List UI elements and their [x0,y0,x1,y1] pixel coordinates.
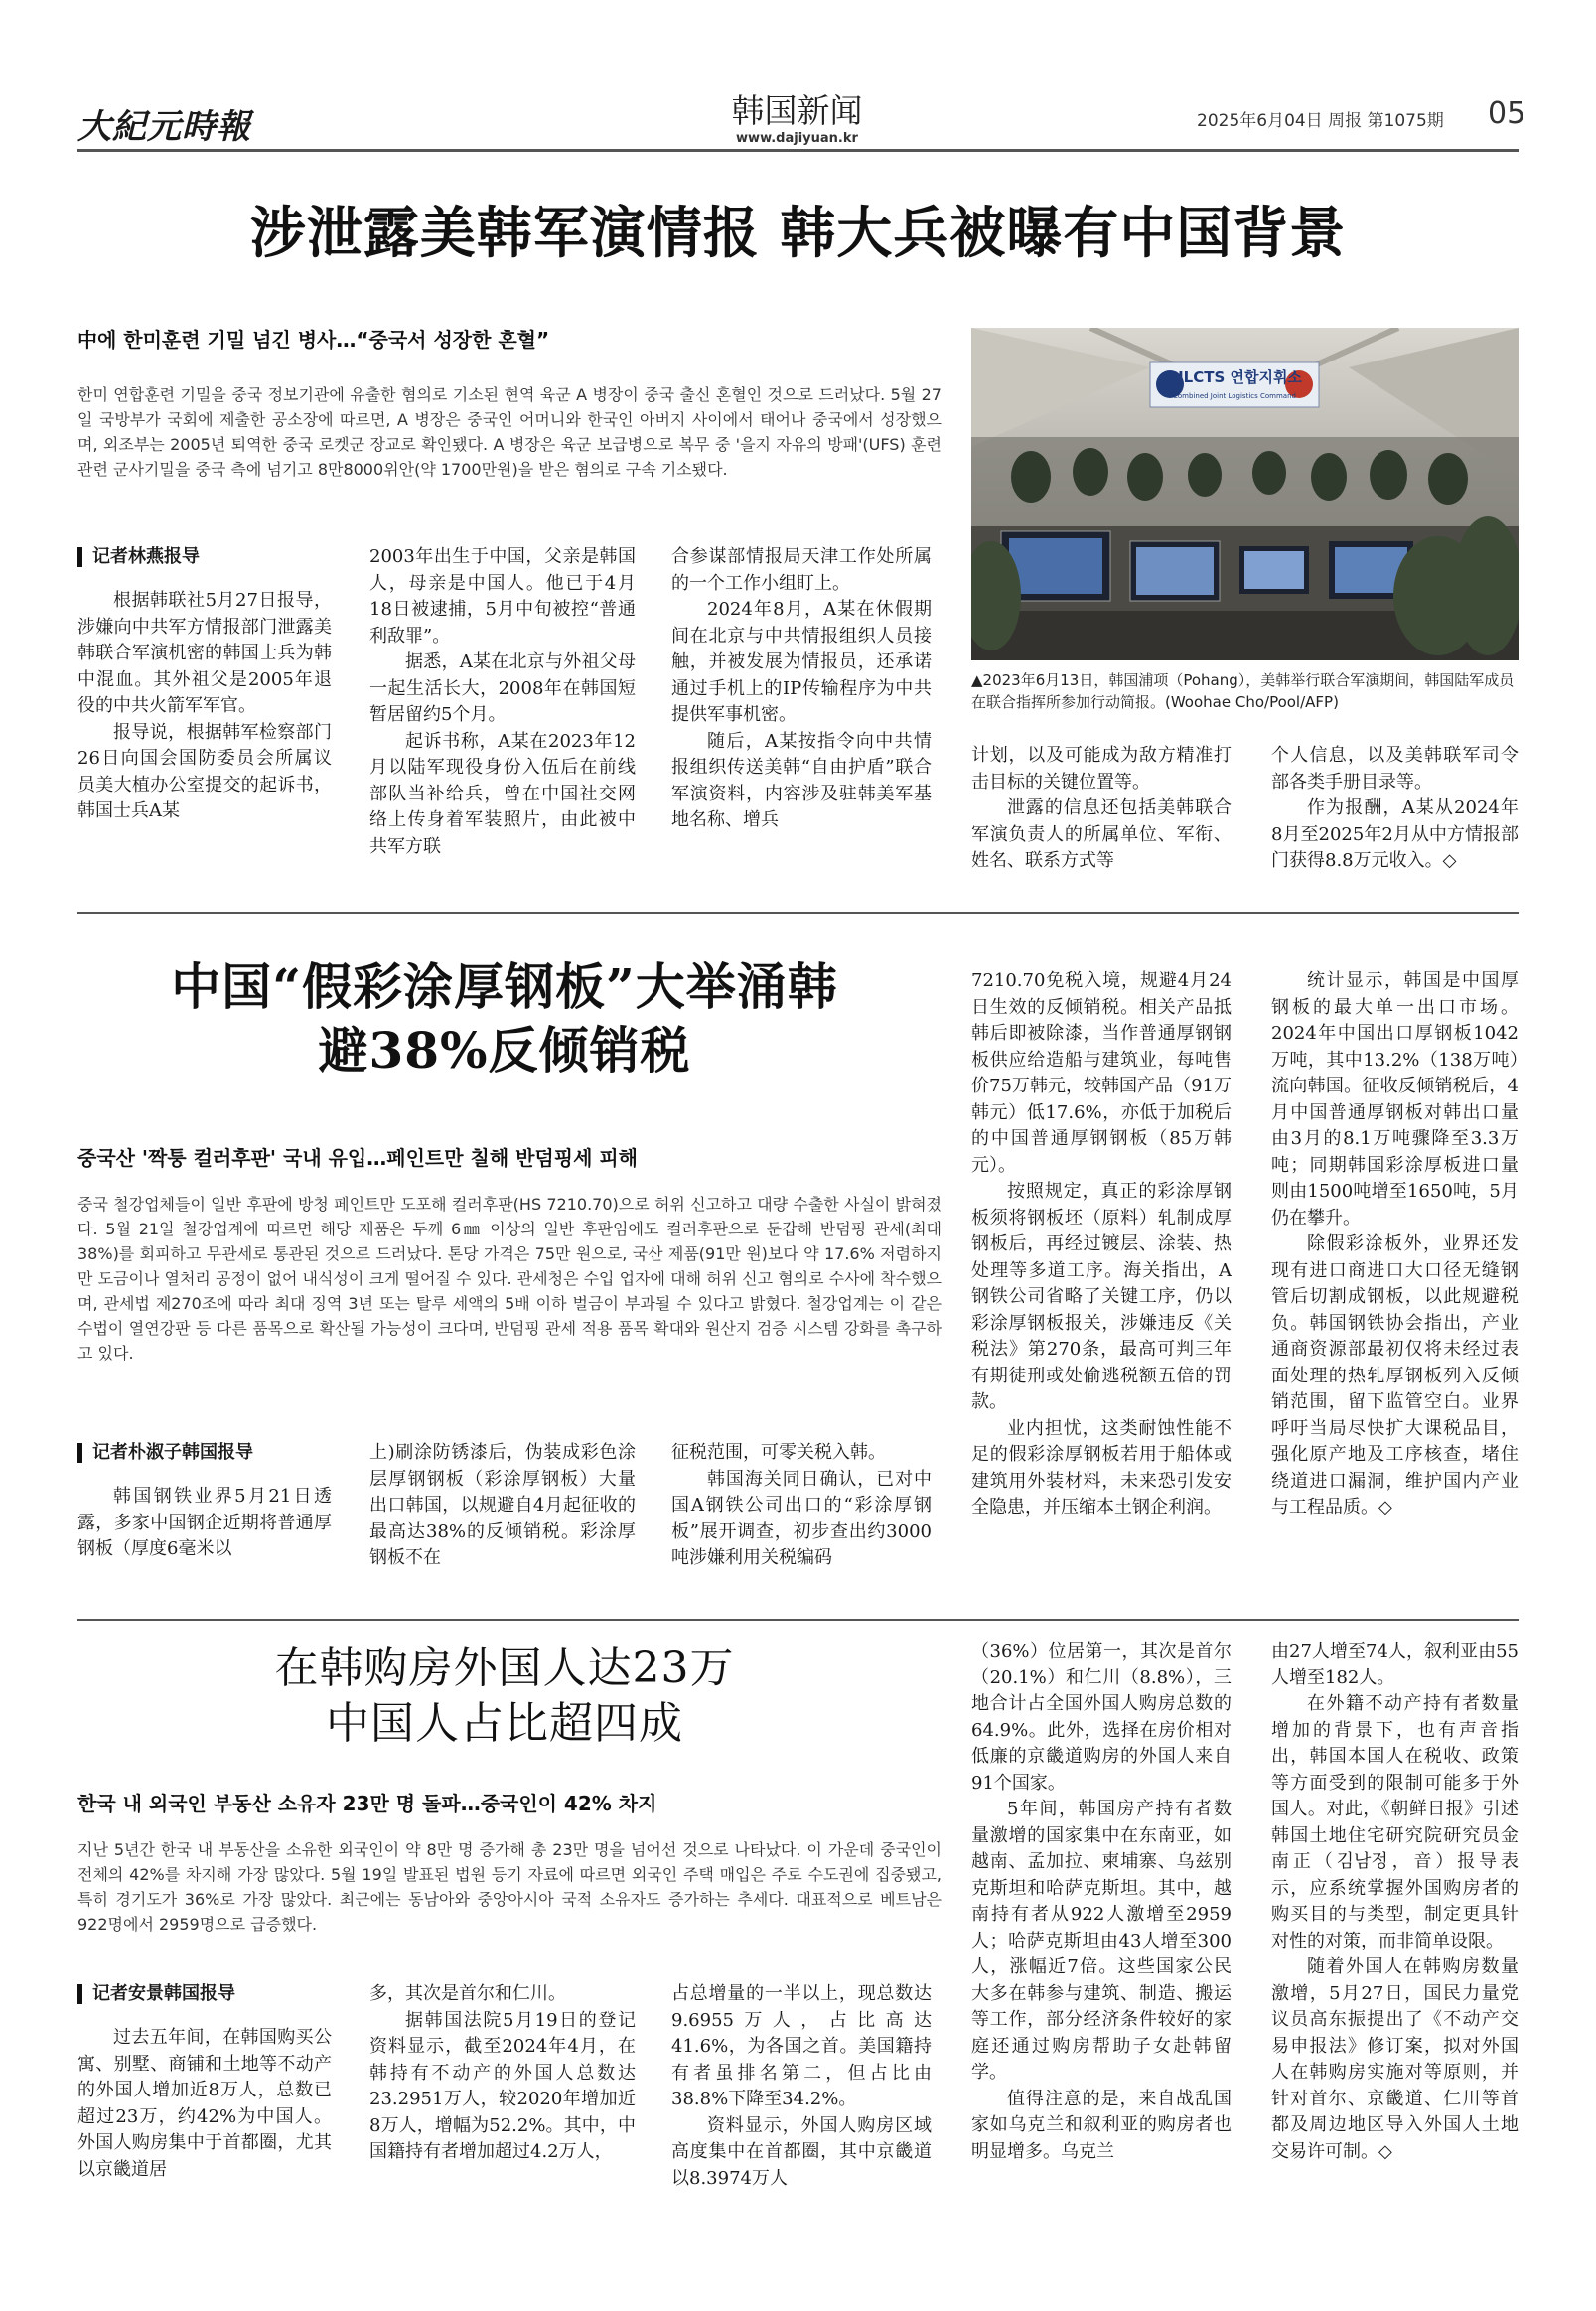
photo-sign-text: CJLCTS 연합지휘소 [1167,368,1302,386]
paragraph: 泄露的信息还包括美韩联合军演负责人的所属单位、军衔、姓名、联系方式等 [971,797,1232,871]
paragraph: 2003年出生于中国，父亲是韩国人，母亲是中国人。他已于4月18日被逮捕，5月中旬被控“普通利敌罪”。 [369,546,636,647]
article3-column-4 [971,1639,1232,2230]
byline-marker [77,547,82,567]
article1-byline [77,544,332,570]
paragraph: 作为报酬，A某从2024年8月至2025年2月从中方情报部门获得8.8万元收入。◇ [1271,797,1519,871]
site-url[interactable]: www.dajiyuan.kr [736,131,858,146]
article3-title-line1: 在韩购房外国人达23万 [274,1643,735,1693]
paragraph: 占总增量的一半以上，现总数达9.6955万人，占比高达41.6%，为各国之首。美国籍持有者虽排名第二，但占比由38.8%下降至34.2%。 [671,1983,932,2109]
article-divider-2 [77,1619,1519,1621]
paragraph: 2024年8月，A某在休假期间在北京与中共情报组织人员接触，并被发展为情报员，还承诺通过手机上的IP传输程序为中共提供军事机密。 [671,599,932,725]
paragraph: 起诉书称，A某在2023年12月以陆军现役身份入伍后在前线部队当补给兵，曾在中国社交网络上传身着军装照片，由此被中共军方联 [369,730,636,857]
military-briefing-photo [971,328,1519,660]
paragraph: 据韩国法院5月19日的登记资料显示，截至2024年4月，在韩持有不动产的外国人总数达23.2951万人，较2020年增加近8万人，增幅为52.2%。其中，中国籍持有者增加超过4.2万人， [369,2009,636,2162]
paragraph: 除假彩涂板外，业界还发现有进口商进口大口径无缝钢管后切割成钢板，以此规避税负。韩国钢铁协会指出，产业通商资源部最初仅将未经过表面处理的热轧厚钢板列入反倾销范围，留下监管空白。业界呼吁当局尽快扩大课税品目，强化原产地及工序核查，堵住绕道进口漏洞，维护国内产业与工程品质。◇ [1271,1233,1519,1517]
paragraph: 韩国海关同日确认，已对中国A钢铁公司出口的“彩涂厚钢板”展开调查，初步查出约3000吨涉嫌利用关税编码 [671,1468,932,1568]
article1-kr-subtitle: 中에 한미훈련 기밀 넘긴 병사…“중국서 성장한 혼혈” [77,328,550,352]
paragraph: 5年间，韩国房产持有者数量激增的国家集中在东南亚，如越南、孟加拉、柬埔寨、乌兹别克斯坦和哈萨克斯坦。其中，越南持有者从922人激增至2959人；哈萨克斯坦由43人增至300人，涨幅近7倍。这些国家公民大多在韩参与建筑、制造、搬运等工作，部分经济条件较好的家庭还通过购房帮助子女赴韩留学。 [971,1799,1232,2083]
paragraph: 计划，以及可能成为敌方精准打击目标的关键位置等。 [971,745,1232,793]
article2-column-2 [369,1440,636,1614]
paragraph: 按照规定，真正的彩涂厚钢板须将钢板坯（原料）轧制成厚钢板后，再经过镀层、涂装、热处理等多道工序。海关指出，A钢铁公司省略了关键工序，仍以彩涂厚钢板报关，涉嫌违反《关税法》第270条，最高可判三年有期徒刑或处偷逃税额五倍的罚款。 [971,1181,1232,1412]
article2-title-line1: 中国“假彩涂厚钢板”大举涌韩 [171,957,838,1016]
paragraph: 报导说，根据韩军检察部门26日向国会国防委员会所属议员美大植办公室提交的起诉书，韩国士兵A某 [77,721,332,821]
article3-column-3 [671,1981,932,2230]
article3-column-5 [1271,1639,1519,2230]
paragraph: 业内担忧，这类耐蚀性能不足的假彩涂厚钢板若用于船体或建筑用外装材料，未来恐引发安全隐患，并压缩本土钢企利润。 [971,1417,1232,1517]
article2-column-3 [671,1440,932,1614]
byline-text: 记者安景韩国报导 [92,1983,235,2004]
article2-kr-subtitle: 중국산 '짝퉁 컬러후판' 국내 유입…페인트만 칠해 반덤핑세 피해 [77,1146,638,1170]
article-divider-1 [77,912,1519,914]
paragraph: 资料显示，外国人购房区域高度集中在首都圈，其中京畿道以8.3974万人 [671,2114,932,2189]
paragraph: 过去五年间，在韩国购买公寓、别墅、商铺和土地等不动产的外国人增加近8万人，总数已超过23万，约42%为中国人。外国人购房集中于首都圈，尤其以京畿道居 [77,2027,332,2180]
article2-byline [77,1440,332,1466]
paragraph: 韩国钢铁业界5月21日透露，多家中国钢企近期将普通厚钢板（厚度6毫米以 [77,1486,332,1559]
photo-sign-subtext: Combined Joint Logistics Command [1173,392,1296,400]
paragraph: 统计显示，韩国是中国厚钢板的最大单一出口市场。2024年中国出口厚钢板1042万吨，其中13.2%（138万吨）流向韩国。征收反倾销税后，4月中国普通厚钢板对韩出口量由3月的8.1万吨骤降至3.3万吨；同期韩国彩涂厚板进口量则由1500吨增至1650吨，5月仍在攀升。 [1271,970,1519,1228]
paragraph: 个人信息，以及美韩联军司令部各类手册目录等。 [1271,745,1519,793]
article3-kr-subtitle: 한국 내 외국인 부동산 소유자 23만 명 돌파…중국인이 42% 차지 [77,1792,657,1815]
article2-column-5 [1271,968,1519,1614]
article1-column-2 [369,544,636,894]
paragraph: 征税范围，可零关税入韩。 [671,1442,886,1463]
article1-kr-summary: 한미 연합훈련 기밀을 중국 정보기관에 유출한 혐의로 기소된 현역 육군 A 병장이 중국 출신 혼혈인 것으로 드러났다. 5월 27일 국방부가 국회에 제출한 공소장에 따르면, A 병장은 중국인 어머니와 한국인 아버지 사이에서 태어나 중국에서 성장했으며, 외조부는 2005년 퇴역한 중국 로켓군 장교로 확인됐다. A 병장은 육군 보급병으로 복무 중 '을지 자유의 방패'(UFS) 훈련 관련 군사기밀을 중국 측에 넘기고 8만8000위안(약 1700만원)을 받은 혐의로 구속 기소됐다. [77,385,942,479]
article1-title: 涉泄露美韩军演情报 韩大兵被曝有中国背景 [249,201,1347,266]
header-divider [77,149,1519,152]
paragraph: 合参谋部情报局天津工作处所属的一个工作小组盯上。 [671,546,932,594]
article3-column-1 [77,1981,332,2230]
article2-kr-summary: 중국 철강업체들이 일반 후판에 방청 페인트만 도포해 컬러후판(HS 7210.70)으로 허위 신고하고 대량 수출한 사실이 밝혀졌다. 5월 21일 철강업계에 따르면 해당 제품은 두께 6㎜ 이상의 일반 후판임에도 컬러후판으로 둔갑해 반덤핑 관세(최대 38%)를 회피하고 무관세로 통관된 것으로 드러났다. 톤당 가격은 75만 원으로, 국산 제품(91만 원)보다 약 17.6% 저렴하지만 도금이나 열처리 공정이 없어 내식성이 크게 떨어질 수 있다. 관세청은 수입 업자에 대해 허위 신고 혐의로 수사에 착수했으며, 관세법 제270조에 따라 최대 징역 3년 또는 탈루 세액의 5배 이하 벌금이 부과될 수 있다고 밝혔다. 철강업계는 이 같은 수법이 열연강판 등 다른 품목으로 확산될 가능성이 크다며, 반덤핑 관세 적용 품목 확대와 원산지 검증 시스템 강화를 촉구하고 있다. [77,1195,942,1363]
paragraph: 据悉，A某在北京与外祖父母一起生活长大，2008年在韩国短暂居留约5个月。 [369,651,636,725]
paragraph: 根据韩联社5月27日报导，涉嫌向中共军方情报部门泄露美韩联合军演机密的韩国士兵为韩中混血。其外祖父是2005年退役的中共火箭军军官。 [77,590,332,716]
article3-column-2 [369,1981,636,2230]
article3-kr-summary: 지난 5년간 한국 내 부동산을 소유한 외국인이 약 8만 명 증가해 총 23만 명을 넘어선 것으로 나타났다. 이 가운데 중국인이 전체의 42%를 차지해 가장 많았다. 5월 19일 발표된 법원 등기 자료에 따르면 외국인 주택 매입은 주로 수도권에 집중됐고, 특히 경기도가 36%로 가장 많았다. 최근에는 동남아와 중앙아시아 국적 소유자도 증가하는 추세다. 대표적으로 베트남은 922명에서 2959명으로 급증했다. [77,1840,942,1934]
article1-column-5 [1271,743,1519,894]
byline-marker [77,1443,82,1463]
paragraph: 随后，A某按指令向中共情报组织传送美韩“自由护盾”联合军演资料，内容涉及驻韩美军基地名称、增兵 [671,730,932,830]
paragraph: 7210.70免税入境，规避4月24日生效的反倾销税。相关产品抵韩后即被除漆，当作普通厚钢钢板供应给造船与建筑业，每吨售价75万韩元，较韩国产品（91万韩元）低17.6%，亦低于加税后的中国普通厚钢钢板（85万韩元）。 [971,970,1232,1176]
article2-column-1 [77,1440,332,1614]
article3-title-line2: 中国人占比超四成 [326,1698,683,1749]
article2-title [77,955,932,1083]
paragraph: 在外籍不动产持有者数量增加的背景下，也有声音指出，韩国本国人在税收、政策等方面受到的限制可能多于外国人。对此，《朝鲜日报》引述韩国土地住宅研究院研究员金南正（김남정，音）报导表示，应系统掌握外国购房者的购买目的与类型，制定更具针对性的对策，而非简单设限。 [1271,1693,1519,1951]
article1-column-3 [671,544,932,894]
issue-date: 2025年6月04日 周报 第1075期 [1197,111,1444,131]
article2-column-4 [971,968,1232,1614]
page-number: 05 [1488,96,1526,131]
byline-text: 记者林燕报导 [92,546,200,567]
article1-column-1 [77,544,332,894]
paragraph: 随着外国人在韩购房数量激增，5月27日，国民力量党议员高东振提出了《不动产交易申报法》修订案，拟对外国人在韩购房实施对等原则，并针对首尔、京畿道、仁川等首都及周边地区导入外国人土地交易许可制。◇ [1271,1956,1519,2162]
article3-title [77,1641,932,1752]
article3-byline [77,1981,332,2007]
photo-caption: ▲2023年6月13日，韩国浦项（Pohang），美韩举行联合军演期间，韩国陆军成员在联合指挥所参加行动简报。(Woohae Cho/Pool/AFP) [971,671,1515,711]
paragraph: 由27人增至74人，叙利亚由55人增至182人。 [1271,1641,1519,1688]
byline-marker [77,1984,82,2004]
newspaper-logo: 大紀元時報 [77,107,251,147]
paragraph: （36%）位居第一，其次是首尔（20.1%）和仁川（8.8%），三地合计占全国外国人购房总数的64.9%。此外，选择在房价相对低廉的京畿道购房的外国人来自91个国家。 [971,1641,1232,1794]
article1-column-4 [971,743,1232,894]
paragraph: 上)刷涂防锈漆后，伪装成彩色涂层厚钢钢板（彩涂厚钢板）大量出口韩国，以规避自4月起征收的最高达38%的反倾销税。彩涂厚钢板不在 [369,1442,636,1568]
paragraph: 值得注意的是，来自战乱国家如乌克兰和叙利亚的购房者也明显增多。乌克兰 [971,2088,1232,2162]
paragraph: 多，其次是首尔和仁川。 [369,1983,566,2004]
byline-text: 记者朴淑子韩国报导 [92,1442,253,1463]
section-title: 韩国新闻 [731,91,863,130]
article2-title-line2: 避38%反倾销税 [318,1021,691,1080]
